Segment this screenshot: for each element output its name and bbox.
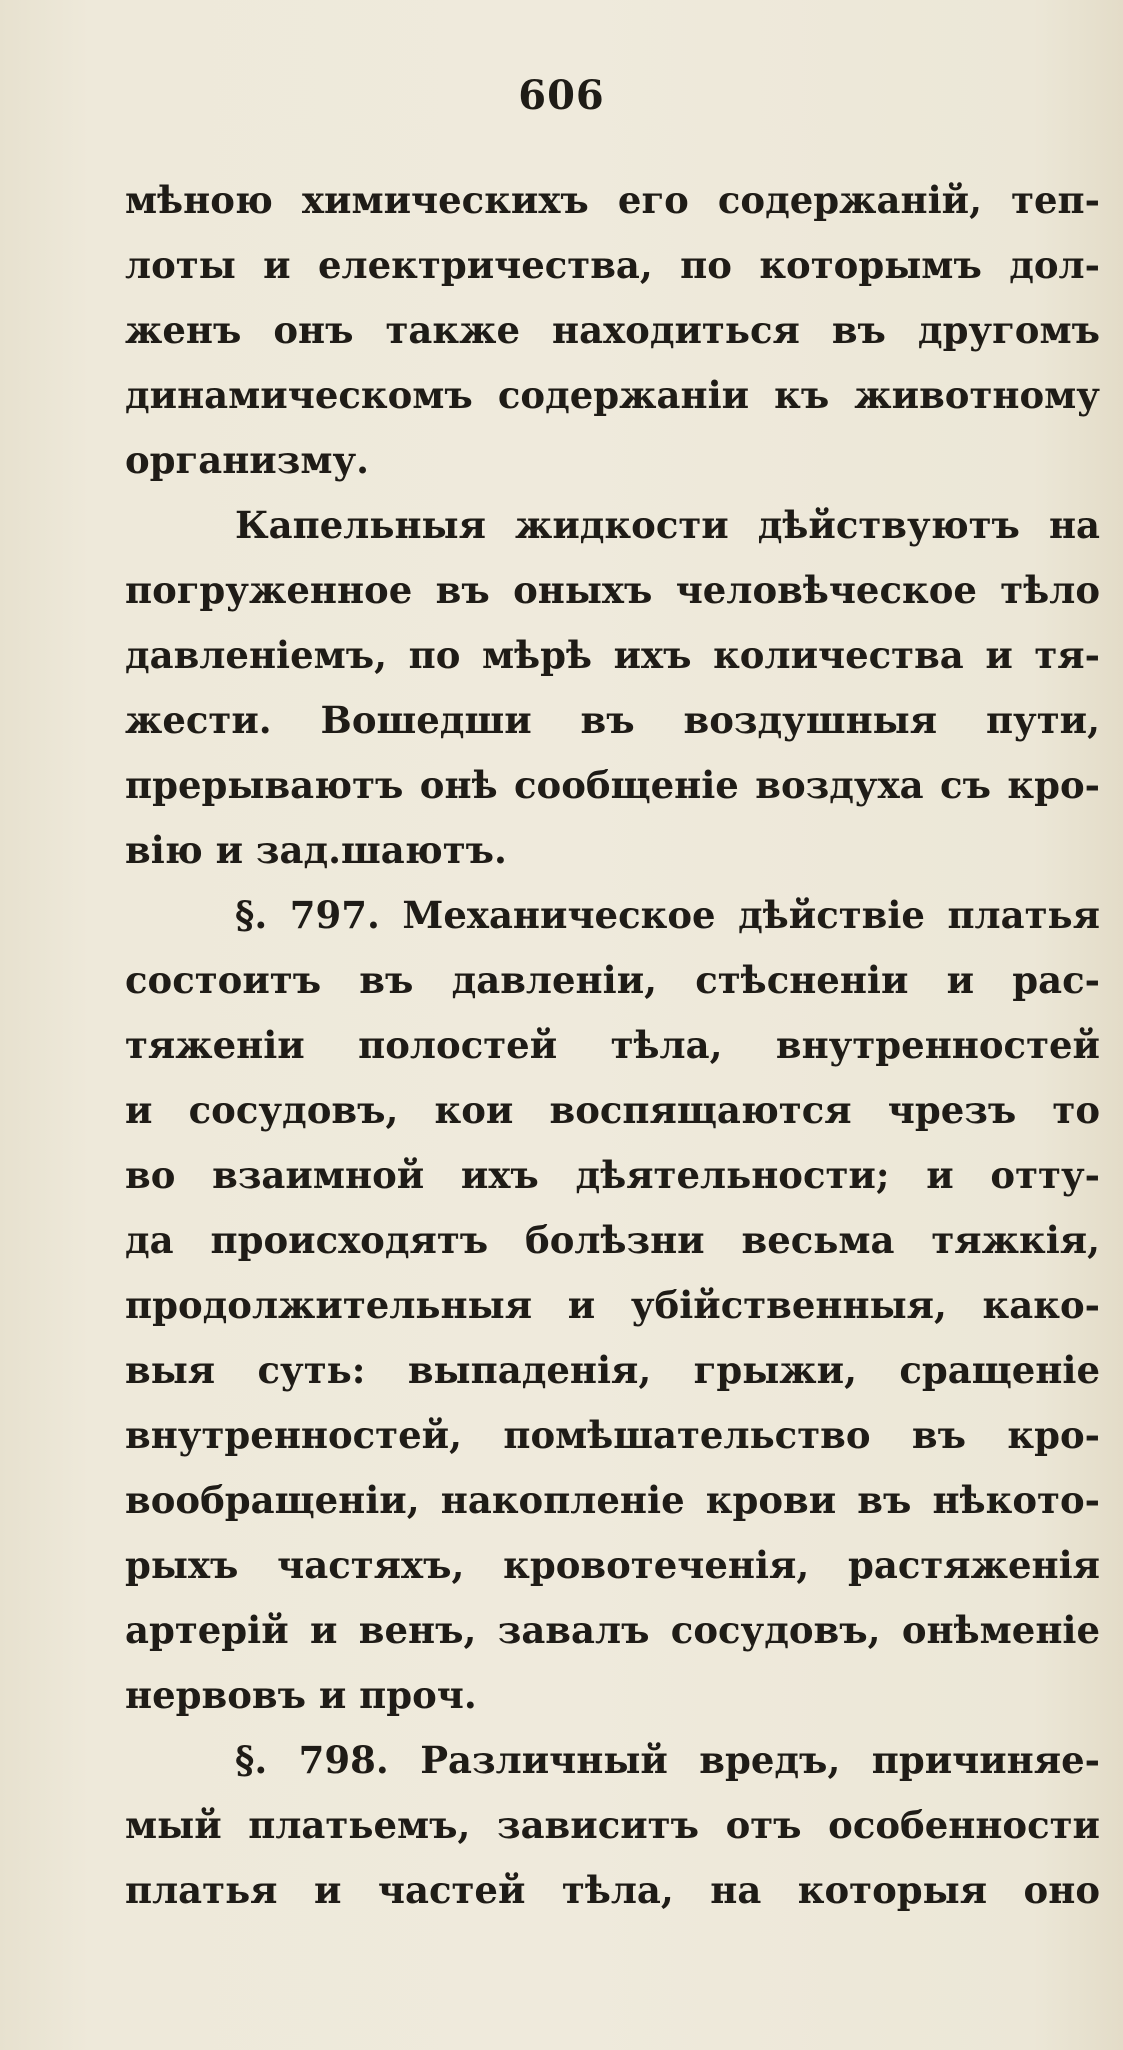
- text-line: рыхъ частяхъ, кровотеченія, растяженія: [125, 1543, 1100, 1587]
- text-line: Капельныя жидкости дѣйствуютъ на: [235, 503, 1100, 547]
- text-line: артерій и венъ, завалъ сосудовъ, онѣменіе: [125, 1608, 1100, 1652]
- text-line: прерываютъ онѣ сообщеніе воздуха съ кро-: [125, 763, 1100, 807]
- page-number: 606: [518, 72, 605, 119]
- paragraph-2: [125, 493, 1100, 883]
- paragraph-4-section-798: [125, 1728, 1100, 1923]
- text-line: давленіемъ, по мѣрѣ ихъ количества и тя-: [125, 633, 1100, 677]
- text-line: вообращеніи, накопленіе крови въ нѣкото-: [125, 1478, 1100, 1522]
- text-line: и сосудовъ, кои воспящаются чрезъ то: [125, 1088, 1100, 1132]
- body-text: [125, 168, 1100, 1923]
- text-line: платья и частей тѣла, на которыя оно: [125, 1868, 1100, 1912]
- text-line: лоты и електричества, по которымъ дол-: [125, 243, 1100, 287]
- text-line: §. 798. Различный вредъ, причиняе-: [235, 1738, 1100, 1782]
- text-line: женъ онъ также находиться въ другомъ: [125, 308, 1100, 352]
- text-line: состоитъ въ давленіи, стѣсненіи и рас-: [125, 958, 1100, 1002]
- paragraph-3-section-797: [125, 883, 1100, 1728]
- text-line: выя суть: выпаденія, грыжи, сращеніе: [125, 1348, 1100, 1392]
- text-line: вію и зад.шаютъ.: [125, 828, 507, 872]
- text-line: тяженіи полостей тѣла, внутренностей: [125, 1023, 1100, 1067]
- text-line: да происходятъ болѣзни весьма тяжкія,: [125, 1218, 1100, 1262]
- text-line: погруженное въ оныхъ человѣческое тѣло: [125, 568, 1100, 612]
- text-line: внутренностей, помѣшательство въ кро-: [125, 1413, 1100, 1457]
- paragraph-1: [125, 168, 1100, 493]
- text-line: во взаимной ихъ дѣятельности; и отту-: [125, 1153, 1100, 1197]
- text-line: §. 797. Механическое дѣйствіе платья: [235, 893, 1100, 937]
- text-line: продолжительныя и убійственныя, како-: [125, 1283, 1100, 1327]
- text-line: динамическомъ содержаніи къ животному: [125, 373, 1100, 417]
- text-line: жести. Вошедши въ воздушныя пути,: [125, 698, 1100, 742]
- text-line: нервовъ и проч.: [125, 1673, 477, 1717]
- text-line: мый платьемъ, зависитъ отъ особенности: [125, 1803, 1100, 1847]
- text-line: организму.: [125, 438, 370, 482]
- text-line: мѣною химическихъ его содержаній, теп-: [125, 178, 1100, 222]
